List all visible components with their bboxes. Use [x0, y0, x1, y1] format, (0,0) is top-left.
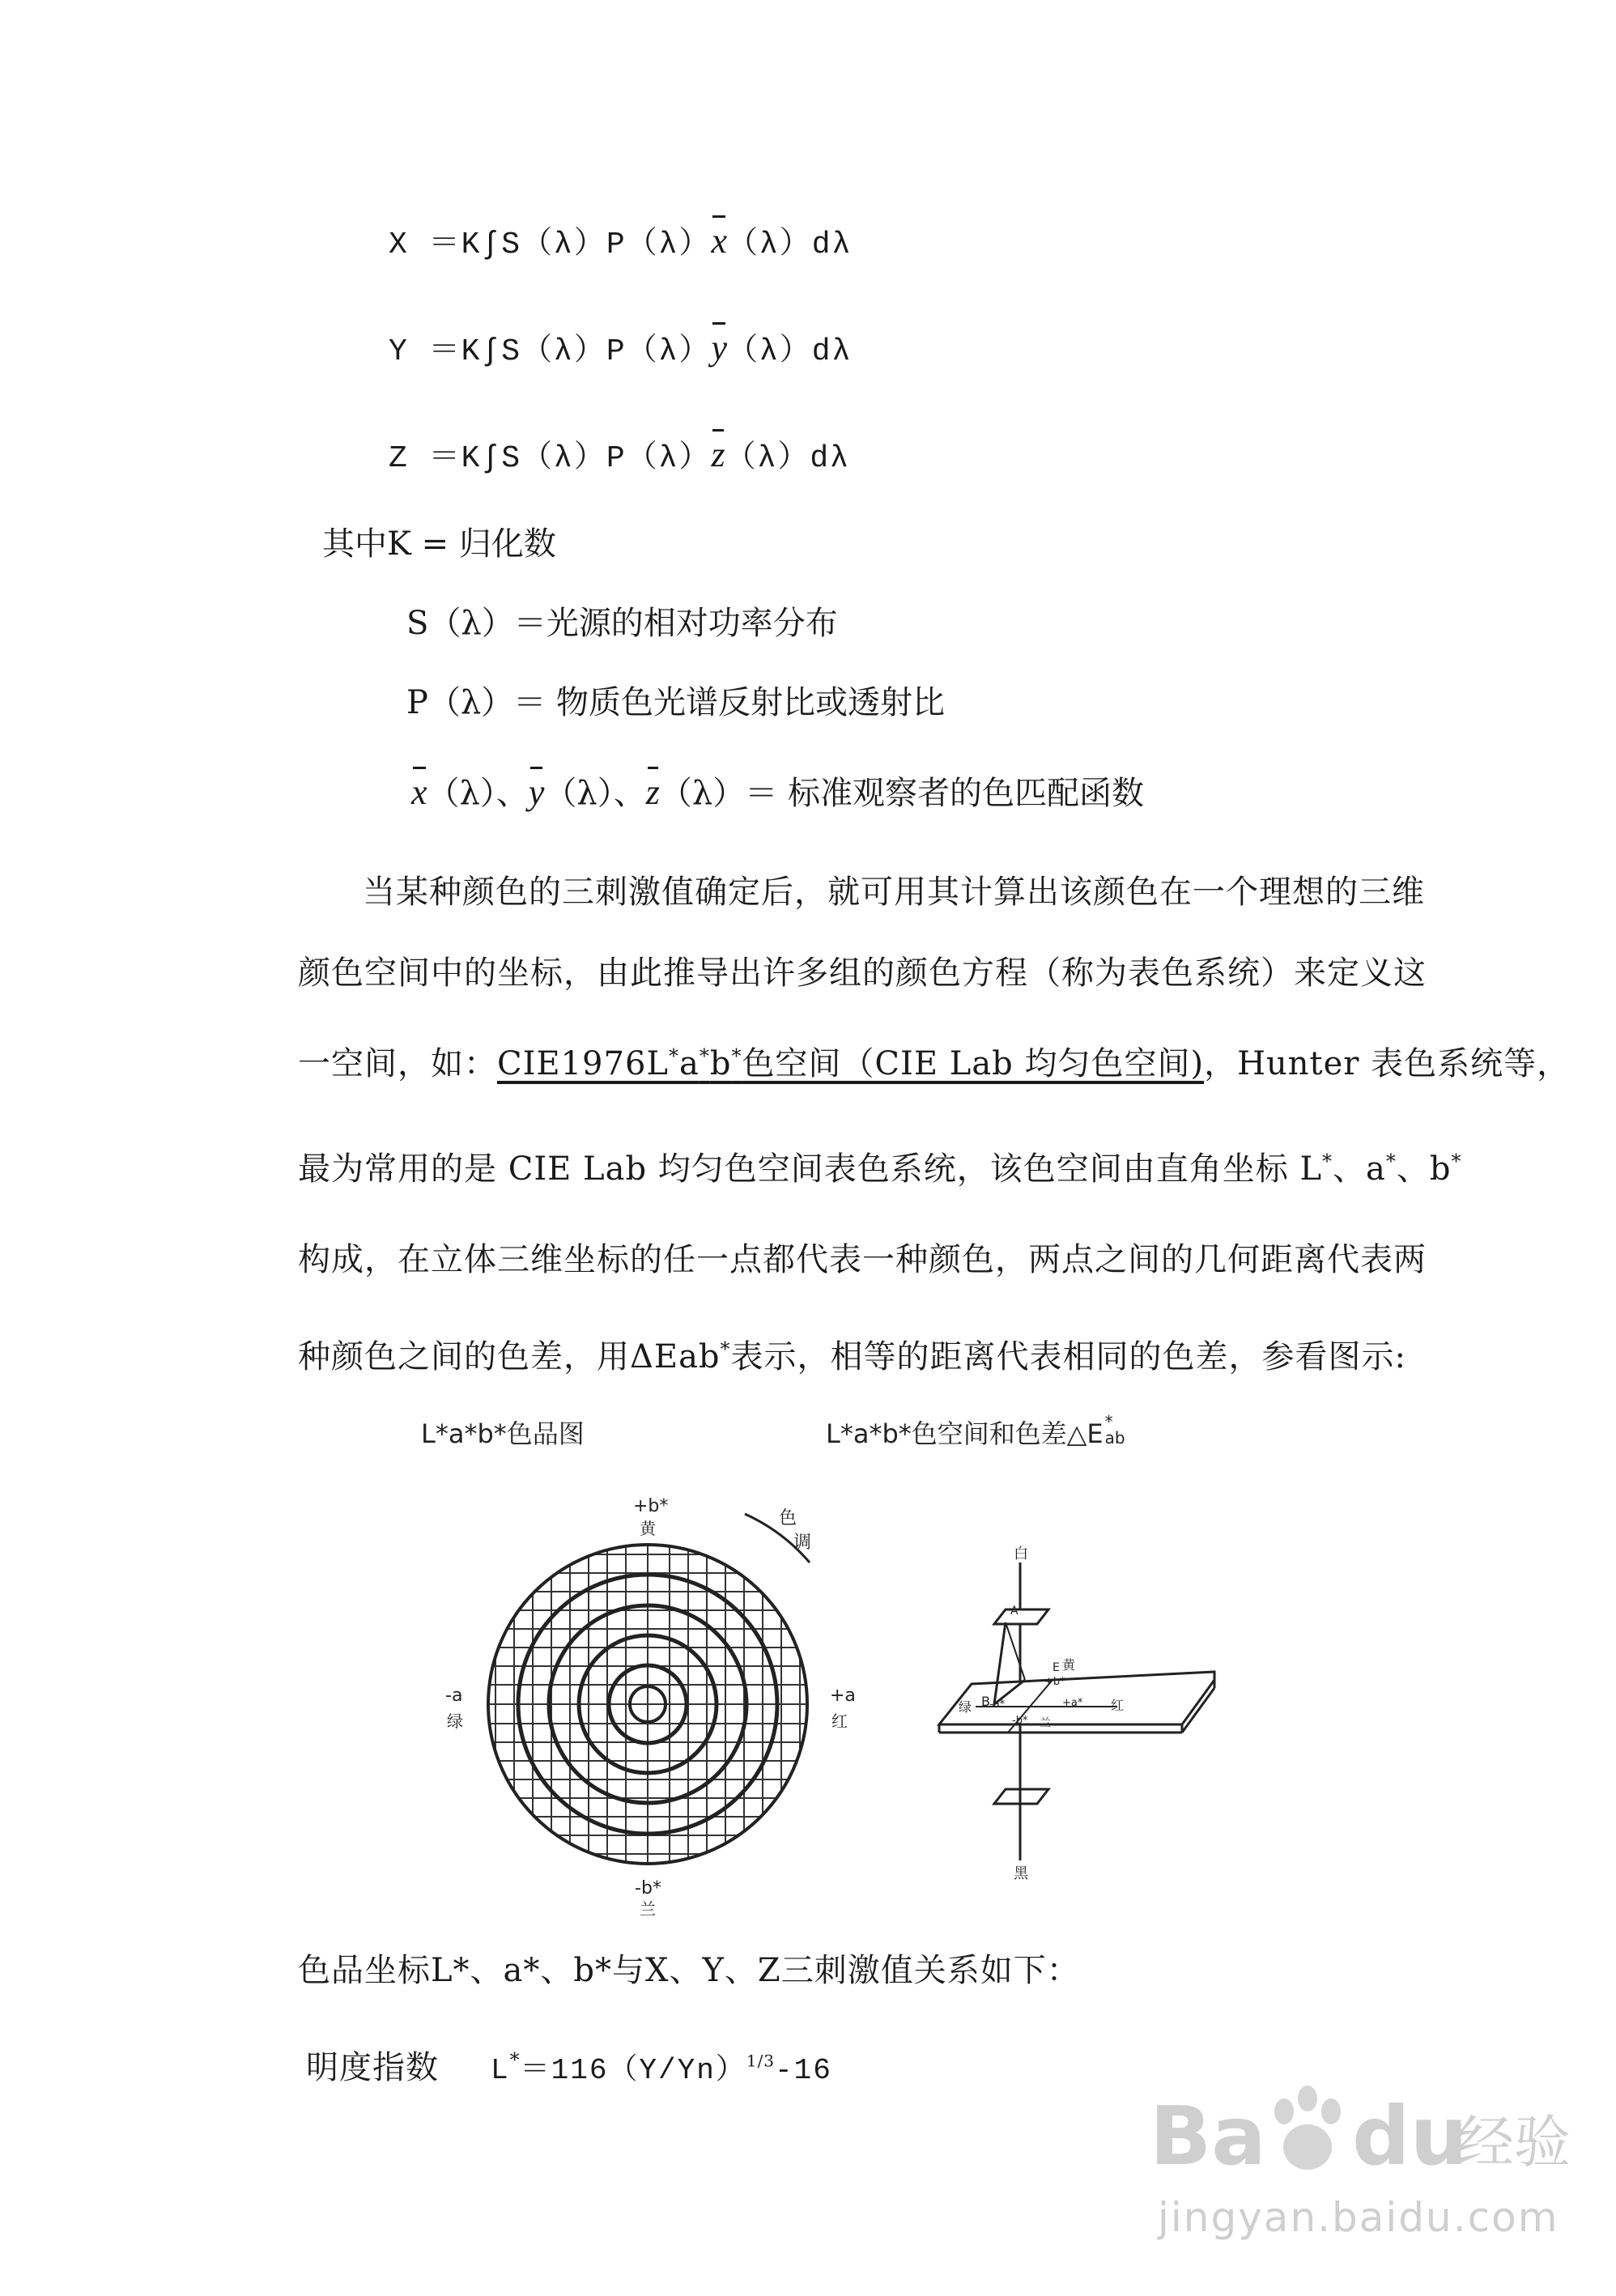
paragraph-line-5: 构成，在立体三维坐标的任一点都代表一种颜色，两点之间的几何距离代表两 [298, 1241, 1427, 1278]
right-caption-sub: ab [1104, 1428, 1125, 1448]
cmf-y-bar: y [528, 772, 545, 812]
paragraph-line-6 [298, 1331, 1406, 1377]
label-blue-3d: 兰 [1040, 1717, 1051, 1730]
label-point-a: A [1010, 1605, 1019, 1618]
l-symbol: L [491, 2054, 510, 2087]
label-red: 红 [831, 1711, 848, 1731]
definition-cmf [411, 767, 1144, 814]
star-2: * [699, 1044, 710, 1068]
z-bar-symbol: z [711, 435, 725, 474]
label-red-3d: 红 [1111, 1698, 1125, 1713]
star-eab: * [720, 1337, 731, 1361]
line4-prefix: 最为常用的是 CIE Lab 均匀色空间表色系统，该色空间由直角坐标 L [298, 1150, 1323, 1188]
label-yellow-3d: 黄 [1062, 1657, 1076, 1673]
paragraph-line-1: 当某种颜色的三刺激值确定后，就可用其计算出该颜色在一个理想的三维 [363, 874, 1425, 911]
right-caption-text: L*a*b*色空间和色差△E [826, 1418, 1104, 1449]
watermark-cn: 经验 [1457, 2109, 1571, 2175]
watermark-url: jingyan.baidu.com [1158, 2194, 1559, 2241]
formula-y-lhs: Y ＝K∫S（λ）P（λ） [389, 334, 712, 369]
color-space-3d [939, 1563, 1214, 1860]
formula-z-lhs: Z ＝K∫S（λ）P（λ） [389, 441, 712, 476]
paragraph-line-3 [298, 1038, 1570, 1084]
upper-plate [994, 1609, 1048, 1624]
figure-left-caption: L*a*b*色品图 [421, 1418, 585, 1449]
l-formula-post: -16 [775, 2054, 832, 2087]
line4-a: 、a [1333, 1150, 1386, 1188]
line6-suffix: 表示，相等的距离代表相同的色差，参看图示: [730, 1338, 1407, 1375]
star-a: * [1385, 1150, 1397, 1173]
label-white: 白 [1014, 1546, 1028, 1563]
label-plus-b: +b* [633, 1496, 669, 1516]
label-hue-2: 调 [793, 1533, 812, 1553]
formula-z [389, 431, 850, 476]
baidu-watermark [1150, 2081, 1571, 2259]
definition-k: 其中K = 归化数 [322, 525, 556, 563]
label-minus-b: -b* [635, 1878, 661, 1898]
line3-suffix: ，Hunter 表色系统等， [1204, 1045, 1571, 1082]
paragraph-line-2: 颜色空间中的坐标，由此推导出许多组的颜色方程（称为表色系统）来定义这 [298, 955, 1427, 992]
line3-u3: b [709, 1045, 732, 1082]
line4-b: 、b [1396, 1150, 1452, 1188]
cmf-sep1: （λ）、 [427, 775, 529, 812]
label-plus-a-star: +a* [1062, 1697, 1083, 1709]
paragraph-line-4 [298, 1143, 1462, 1189]
line6-prefix: 种颜色之间的色差，用ΔEab [298, 1338, 721, 1375]
lightness-formula [306, 2042, 832, 2088]
watermark-ba: Ba [1150, 2089, 1266, 2183]
definition-s: S（λ）＝光源的相对功率分布 [406, 605, 838, 642]
cmf-tail: （λ）＝ 标准观察者的色匹配函数 [659, 775, 1144, 812]
formula-y-rhs: （λ）dλ [726, 334, 853, 369]
line3-u1: CIE1976L [497, 1045, 669, 1082]
label-minus-a: -a [445, 1686, 463, 1706]
figure-panel [405, 1401, 1263, 1919]
line3-u2: a [678, 1045, 700, 1082]
watermark-du: du [1352, 2089, 1468, 2183]
label-blue: 兰 [640, 1899, 656, 1919]
label-plus-a: +a [830, 1686, 856, 1706]
l-exponent: 1/3 [746, 2051, 776, 2071]
label-minus-b-star: -b* [1012, 1715, 1028, 1727]
l-formula-mid: ＝116（Y/Yn） [520, 2054, 746, 2087]
label-point-b: B [981, 1694, 990, 1709]
star-3: * [731, 1044, 742, 1068]
formula-z-rhs: （λ）dλ [725, 441, 850, 476]
definition-p: P（λ）＝ 物质色光谱反射比或透射比 [406, 684, 945, 721]
x-bar-symbol: x [711, 221, 727, 261]
label-minus-a-star: -a* [989, 1699, 1006, 1711]
formula-x [389, 217, 852, 262]
line3-u4: 色空间（CIE Lab 均匀色空间) [742, 1045, 1205, 1082]
label-green: 绿 [447, 1711, 463, 1731]
chromaticity-disc [482, 1514, 814, 1870]
cie-lab-underline [497, 1045, 1204, 1082]
grid-lines [482, 1538, 814, 1870]
label-point-e: E [1053, 1661, 1060, 1674]
label-yellow: 黄 [640, 1519, 656, 1538]
right-caption-sup: * [1104, 1412, 1113, 1431]
line3-prefix: 一空间，如： [298, 1045, 497, 1082]
cmf-x-bar: x [411, 772, 427, 812]
formula-x-rhs: （λ）dλ [726, 227, 853, 262]
star-1: * [668, 1044, 679, 1068]
paw-icon [1263, 2081, 1352, 2178]
cmf-z-bar: z [645, 772, 660, 812]
label-hue-1: 色 [779, 1508, 797, 1529]
star-b: * [1451, 1150, 1462, 1173]
formula-y [389, 324, 852, 369]
y-bar-symbol: y [711, 328, 727, 368]
relation-line: 色品坐标L*、a*、b*与X、Y、Z三刺激值关系如下： [298, 1952, 1080, 1989]
label-black: 黑 [1014, 1865, 1028, 1882]
label-green-3d: 绿 [959, 1699, 972, 1715]
l-star: * [509, 2048, 521, 2072]
cmf-sep2: （λ）、 [544, 775, 646, 812]
lightness-label: 明度指数 [306, 2049, 439, 2086]
star-l: * [1322, 1150, 1333, 1173]
figure-svg [405, 1401, 1263, 1919]
label-plus-b-star: +b* [1044, 1676, 1065, 1688]
formula-x-lhs: X ＝K∫S（λ）P（λ） [389, 227, 712, 262]
